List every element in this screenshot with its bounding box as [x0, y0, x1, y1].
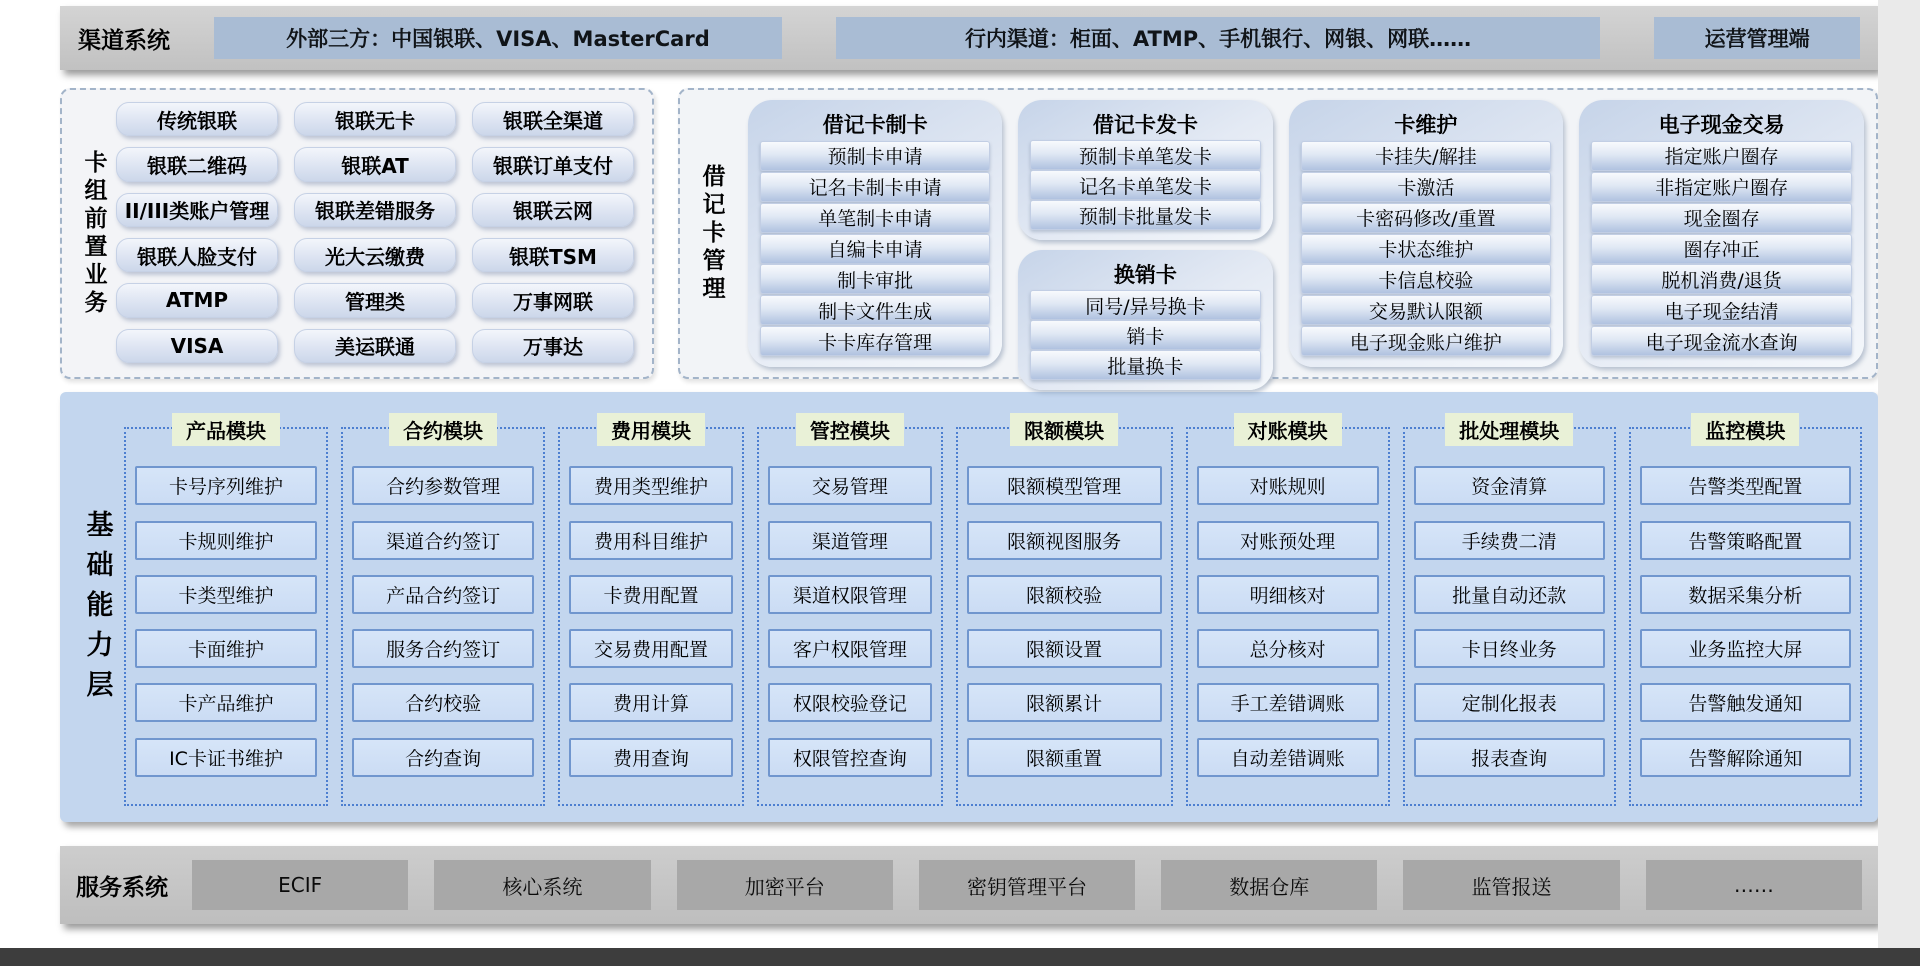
panel-debit-card-making: [748, 100, 1002, 367]
debit-item: 非指定账户圈存: [1591, 172, 1852, 202]
card-front-item: 银联AT: [294, 147, 456, 181]
module-contract: [341, 419, 545, 806]
debit-mgmt-label: 借记卡管理: [698, 163, 725, 304]
module-items: [135, 451, 317, 792]
panel-items: [760, 140, 990, 357]
panel-card-maintenance: [1289, 100, 1564, 367]
debit-item: 电子现金结清: [1591, 295, 1852, 325]
page-right-margin: [1878, 0, 1920, 948]
architecture-diagram: [60, 6, 1878, 924]
card-front-item: 银联云网: [472, 193, 634, 227]
module-item: 费用计算: [569, 683, 733, 722]
channel-box: 外部三方：中国银联、VISA、MasterCard: [214, 17, 782, 59]
module-items: [967, 451, 1162, 792]
module-control: [757, 419, 943, 806]
module-item: 资金清算: [1414, 466, 1605, 505]
module-item: 报表查询: [1414, 738, 1605, 777]
capability-modules: [124, 414, 1862, 806]
service-box: ECIF: [192, 860, 408, 910]
module-batch: [1403, 419, 1616, 806]
module-item: 费用类型维护: [569, 466, 733, 505]
debit-item: 制卡审批: [760, 264, 990, 294]
service-items: [192, 860, 1862, 910]
module-item: 渠道权限管理: [768, 575, 932, 614]
card-front-item: VISA: [116, 329, 278, 363]
card-front-item: 银联人脸支付: [116, 238, 278, 272]
module-item: 交易费用配置: [569, 629, 733, 668]
module-items: [1197, 451, 1379, 792]
module-items: [1640, 451, 1851, 792]
debit-item: 卡信息校验: [1301, 264, 1552, 294]
panel-items: [1030, 290, 1260, 380]
module-item: 手续费二清: [1414, 521, 1605, 560]
module-limit: [956, 419, 1173, 806]
debit-col-maintenance: [1289, 100, 1564, 367]
module-item: 对账规则: [1197, 466, 1379, 505]
debit-item: 预制卡批量发卡: [1030, 200, 1260, 230]
module-monitor: [1629, 419, 1862, 806]
module-header: 批处理模块: [1445, 413, 1573, 446]
module-item: 交易管理: [768, 466, 932, 505]
panel-items: [1591, 140, 1852, 357]
module-item: 渠道合约签订: [352, 521, 534, 560]
module-item: 产品合约签订: [352, 575, 534, 614]
module-item: 手工差错调账: [1197, 683, 1379, 722]
debit-item: 电子现金账户维护: [1301, 326, 1552, 356]
card-front-item: 万事网联: [472, 283, 634, 317]
debit-item: 指定账户圈存: [1591, 141, 1852, 171]
middle-section: [60, 88, 1878, 379]
module-item: 权限管控查询: [768, 738, 932, 777]
module-item: 费用科目维护: [569, 521, 733, 560]
debit-item: 卡密码修改/重置: [1301, 203, 1552, 233]
module-item: 总分核对: [1197, 629, 1379, 668]
panel-title: 换销卡: [1113, 263, 1177, 287]
panel-title: 电子现金交易: [1658, 113, 1785, 137]
panel-title: 借记卡发卡: [1092, 113, 1198, 137]
module-item: 对账预处理: [1197, 521, 1379, 560]
module-item: 限额模型管理: [967, 466, 1162, 505]
debit-item: 脱机消费/退货: [1591, 264, 1852, 294]
module-item: 限额重置: [967, 738, 1162, 777]
module-item: 告警触发通知: [1640, 683, 1851, 722]
module-item: 限额视图服务: [967, 521, 1162, 560]
module-items: [569, 451, 733, 792]
module-item: 明细核对: [1197, 575, 1379, 614]
module-item: 权限校验登记: [768, 683, 932, 722]
module-item: 限额校验: [967, 575, 1162, 614]
module-item: 卡类型维护: [135, 575, 317, 614]
module-item: 卡面维护: [135, 629, 317, 668]
module-product: [124, 419, 328, 806]
service-box: ……: [1646, 860, 1862, 910]
service-box: 核心系统: [434, 860, 650, 910]
module-header: 管控模块: [796, 413, 904, 446]
module-reconciliation: [1186, 419, 1390, 806]
module-fee: [558, 419, 744, 806]
card-front-item: II/III类账户管理: [116, 193, 278, 227]
card-front-item: 银联差错服务: [294, 193, 456, 227]
panel-ecash-transactions: [1579, 100, 1864, 367]
service-box: 监管报送: [1403, 860, 1619, 910]
module-item: 定制化报表: [1414, 683, 1605, 722]
module-item: 批量自动还款: [1414, 575, 1605, 614]
capability-layer-label: 基础能力层: [81, 510, 113, 710]
module-item: 限额累计: [967, 683, 1162, 722]
module-items: [768, 451, 932, 792]
module-header: 对账模块: [1234, 413, 1342, 446]
card-front-grid: [114, 100, 640, 367]
card-front-item: 管理类: [294, 283, 456, 317]
debit-item: 圈存冲正: [1591, 234, 1852, 264]
service-box: 密钥管理平台: [919, 860, 1135, 910]
module-items: [1414, 451, 1605, 792]
card-front-item: 万事达: [472, 329, 634, 363]
debit-col-ecash: [1579, 100, 1864, 367]
module-item: 告警策略配置: [1640, 521, 1851, 560]
debit-mgmt-section: [678, 88, 1878, 379]
card-front-item: 银联二维码: [116, 147, 278, 181]
module-item: 告警解除通知: [1640, 738, 1851, 777]
module-header: 监控模块: [1691, 413, 1799, 446]
panel-title: 借记卡制卡: [822, 113, 928, 137]
debit-item: 销卡: [1030, 320, 1260, 350]
debit-item: 同号/异号换卡: [1030, 290, 1260, 320]
service-system-label: 服务系统: [76, 874, 168, 901]
debit-item: 卡挂失/解挂: [1301, 141, 1552, 171]
module-item: 合约参数管理: [352, 466, 534, 505]
card-front-section: [60, 88, 654, 379]
channel-items: [214, 17, 1860, 59]
debit-item: 电子现金流水查询: [1591, 326, 1852, 356]
card-front-item: 美运联通: [294, 329, 456, 363]
module-item: 合约校验: [352, 683, 534, 722]
debit-item: 记名卡制卡申请: [760, 172, 990, 202]
module-header: 合约模块: [389, 413, 497, 446]
module-item: 业务监控大屏: [1640, 629, 1851, 668]
debit-item: 批量换卡: [1030, 350, 1260, 380]
debit-item: 卡激活: [1301, 172, 1552, 202]
module-item: 费用查询: [569, 738, 733, 777]
module-header: 限额模块: [1010, 413, 1118, 446]
panel-card-swap-cancel: [1018, 250, 1272, 390]
module-item: IC卡证书维护: [135, 738, 317, 777]
card-front-label: 卡组前置业务: [80, 149, 107, 318]
debit-item: 现金圈存: [1591, 203, 1852, 233]
panel-items: [1301, 140, 1552, 357]
debit-col-issue-swap: [1018, 100, 1272, 378]
bottom-dark-bar: [0, 948, 1920, 966]
panel-debit-card-issuing: [1018, 100, 1272, 240]
debit-item: 卡卡库存管理: [760, 326, 990, 356]
debit-item: 单笔制卡申请: [760, 203, 990, 233]
card-front-item: ATMP: [116, 283, 278, 317]
module-item: 卡号序列维护: [135, 466, 317, 505]
service-box: 数据仓库: [1161, 860, 1377, 910]
module-header: 费用模块: [597, 413, 705, 446]
card-front-item: 银联无卡: [294, 102, 456, 136]
module-item: 卡规则维护: [135, 521, 317, 560]
card-front-item: 银联TSM: [472, 238, 634, 272]
module-item: 自动差错调账: [1197, 738, 1379, 777]
module-item: 数据采集分析: [1640, 575, 1851, 614]
module-item: 告警类型配置: [1640, 466, 1851, 505]
module-item: 合约查询: [352, 738, 534, 777]
module-item: 卡费用配置: [569, 575, 733, 614]
channel-system-label: 渠道系统: [78, 27, 170, 54]
debit-item: 自编卡申请: [760, 234, 990, 264]
debit-item: 预制卡申请: [760, 141, 990, 171]
module-item: 卡日终业务: [1414, 629, 1605, 668]
card-front-item: 银联全渠道: [472, 102, 634, 136]
module-item: 服务合约签订: [352, 629, 534, 668]
capability-layer: [60, 392, 1878, 822]
debit-item: 交易默认限额: [1301, 295, 1552, 325]
module-header: 产品模块: [172, 413, 280, 446]
service-system-bar: [60, 846, 1878, 924]
module-item: 客户权限管理: [768, 629, 932, 668]
debit-item: 记名卡单笔发卡: [1030, 170, 1260, 200]
card-front-item: 光大云缴费: [294, 238, 456, 272]
debit-item: 卡状态维护: [1301, 234, 1552, 264]
panel-title: 卡维护: [1394, 113, 1458, 137]
service-box: 加密平台: [677, 860, 893, 910]
channel-box: 行内渠道：柜面、ATMP、手机银行、网银、网联……: [836, 17, 1600, 59]
module-item: 卡产品维护: [135, 683, 317, 722]
debit-item: 制卡文件生成: [760, 295, 990, 325]
channel-box: 运营管理端: [1654, 17, 1860, 59]
debit-item: 预制卡单笔发卡: [1030, 140, 1260, 170]
module-item: 渠道管理: [768, 521, 932, 560]
card-front-item: 传统银联: [116, 102, 278, 136]
debit-col-making: [748, 100, 1002, 367]
panel-items: [1030, 140, 1260, 230]
channel-system-bar: [60, 6, 1878, 70]
module-items: [352, 451, 534, 792]
module-item: 限额设置: [967, 629, 1162, 668]
card-front-item: 银联订单支付: [472, 147, 634, 181]
